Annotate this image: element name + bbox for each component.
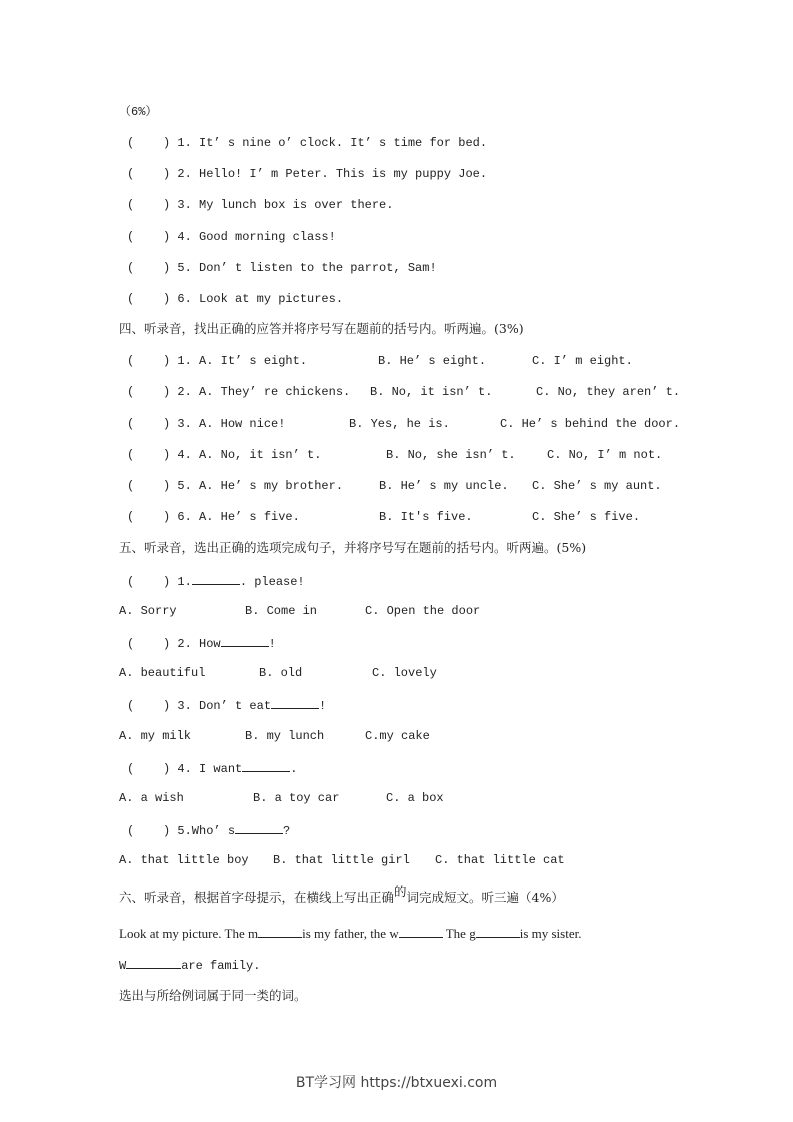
passage-text: are family. [181,959,261,973]
option-a: ( ) 5. A. He’ s my brother. [127,479,344,493]
option-b: B. my lunch [245,729,325,743]
passage-text: is my sister. [519,926,582,941]
option-c: C. that little cat [435,853,565,867]
part6-passage [119,925,581,942]
option-a: ( ) 4. A. No, it isn’ t. [127,448,322,462]
option-c: C. I’ m eight. [532,354,633,368]
option-b: B. He’ s eight. [378,354,487,368]
option-a: A. a wish [119,791,184,805]
passage-text: is my father, the w [302,926,399,941]
option-c: C. Open the door [365,604,481,618]
option-a: A. that little boy [119,853,249,867]
option-b: B. old [259,666,303,680]
passage-text: The g [442,926,476,941]
footer-watermark: BT学习网 https://btxuexi.com [295,1075,498,1091]
question-text: ( ) 5.Who’ s [127,824,236,838]
question-text: . please! [239,575,305,589]
question-text: . [290,762,298,776]
part5-question [127,634,276,652]
option-b: B. that little girl [273,853,410,867]
answer-blank[interactable] [235,821,283,834]
passage-text: Look at my picture. The m [119,926,259,941]
answer-blank[interactable] [192,572,240,585]
part3-item: ( ) 6. Look at my pictures. [127,292,344,306]
option-b: B. He’ s my uncle. [379,479,509,493]
part7-title: 选出与所给例词属于同一类的词。 [119,988,307,1003]
title-text: 词完成短文。听三遍（4%） [406,890,564,905]
question-text: ( ) 1. [127,575,192,589]
question-text: ! [268,637,276,651]
option-a: ( ) 1. A. It’ s eight. [127,354,308,368]
option-b: B. Yes, he is. [349,417,450,431]
part3-item: ( ) 2. Hello! I’ m Peter. This is my puppy Joe. [127,167,488,181]
question-text: ! [319,699,327,713]
question-text: ( ) 4. I want [127,762,243,776]
part5-question [127,759,297,777]
part5-title: 五、听录音，选出正确的选项完成句子，并将序号写在题前的括号内。听两遍。(5%) [119,540,587,555]
option-a: A. beautiful [119,666,206,680]
part3-item: ( ) 3. My lunch box is over there. [127,198,394,212]
option-a: A. Sorry [119,604,177,618]
part3-item: ( ) 1. It’ s nine o’ clock. It’ s time for bed. [127,136,488,150]
option-b: B. No, it isn’ t. [370,385,493,399]
part6-passage [119,956,260,974]
option-b: B. No, she isn’ t. [386,448,516,462]
option-c: C. She’ s my aunt. [532,479,662,493]
title-text: 六、听录音，根据首字母提示，在横线上写出正确 [119,890,395,905]
option-b: B. Come in [245,604,318,618]
answer-blank[interactable] [221,634,269,647]
option-a: ( ) 3. A. How nice! [127,417,286,431]
question-text: ( ) 3. Don’ t eat [127,699,272,713]
part3-score: （6%） [119,105,158,119]
question-text: ( ) 2. How [127,637,221,651]
part4-title: 四、听录音，找出正确的应答并将序号写在题前的括号内。听两遍。(3%) [119,321,524,336]
answer-blank[interactable] [476,925,520,938]
part3-item: ( ) 4. Good morning class! [127,230,336,244]
option-a: A. my milk [119,729,192,743]
option-c: C. No, I’ m not. [547,448,663,462]
option-c: C. lovely [372,666,437,680]
part6-title [119,884,564,906]
passage-text: W [119,959,127,973]
part5-question [127,572,305,590]
answer-blank[interactable] [258,925,302,938]
question-text: ? [283,824,291,838]
answer-blank[interactable] [126,956,181,969]
part5-question [127,821,290,839]
part5-question [127,696,326,714]
option-a: ( ) 2. A. They’ re chickens. [127,385,351,399]
option-c: C. a box [386,791,444,805]
option-c: C. She’ s five. [532,510,641,524]
option-b: B. It's five. [379,510,473,524]
option-a: ( ) 6. A. He’ s five. [127,510,300,524]
title-text: 的 [394,884,407,899]
option-c: C. No, they aren’ t. [536,385,681,399]
answer-blank[interactable] [242,759,290,772]
part3-item: ( ) 5. Don’ t listen to the parrot, Sam! [127,261,437,275]
option-c: C. He’ s behind the door. [500,417,681,431]
option-b: B. a toy car [253,791,340,805]
answer-blank[interactable] [271,696,319,709]
answer-blank[interactable] [399,925,443,938]
option-c: C.my cake [365,729,430,743]
